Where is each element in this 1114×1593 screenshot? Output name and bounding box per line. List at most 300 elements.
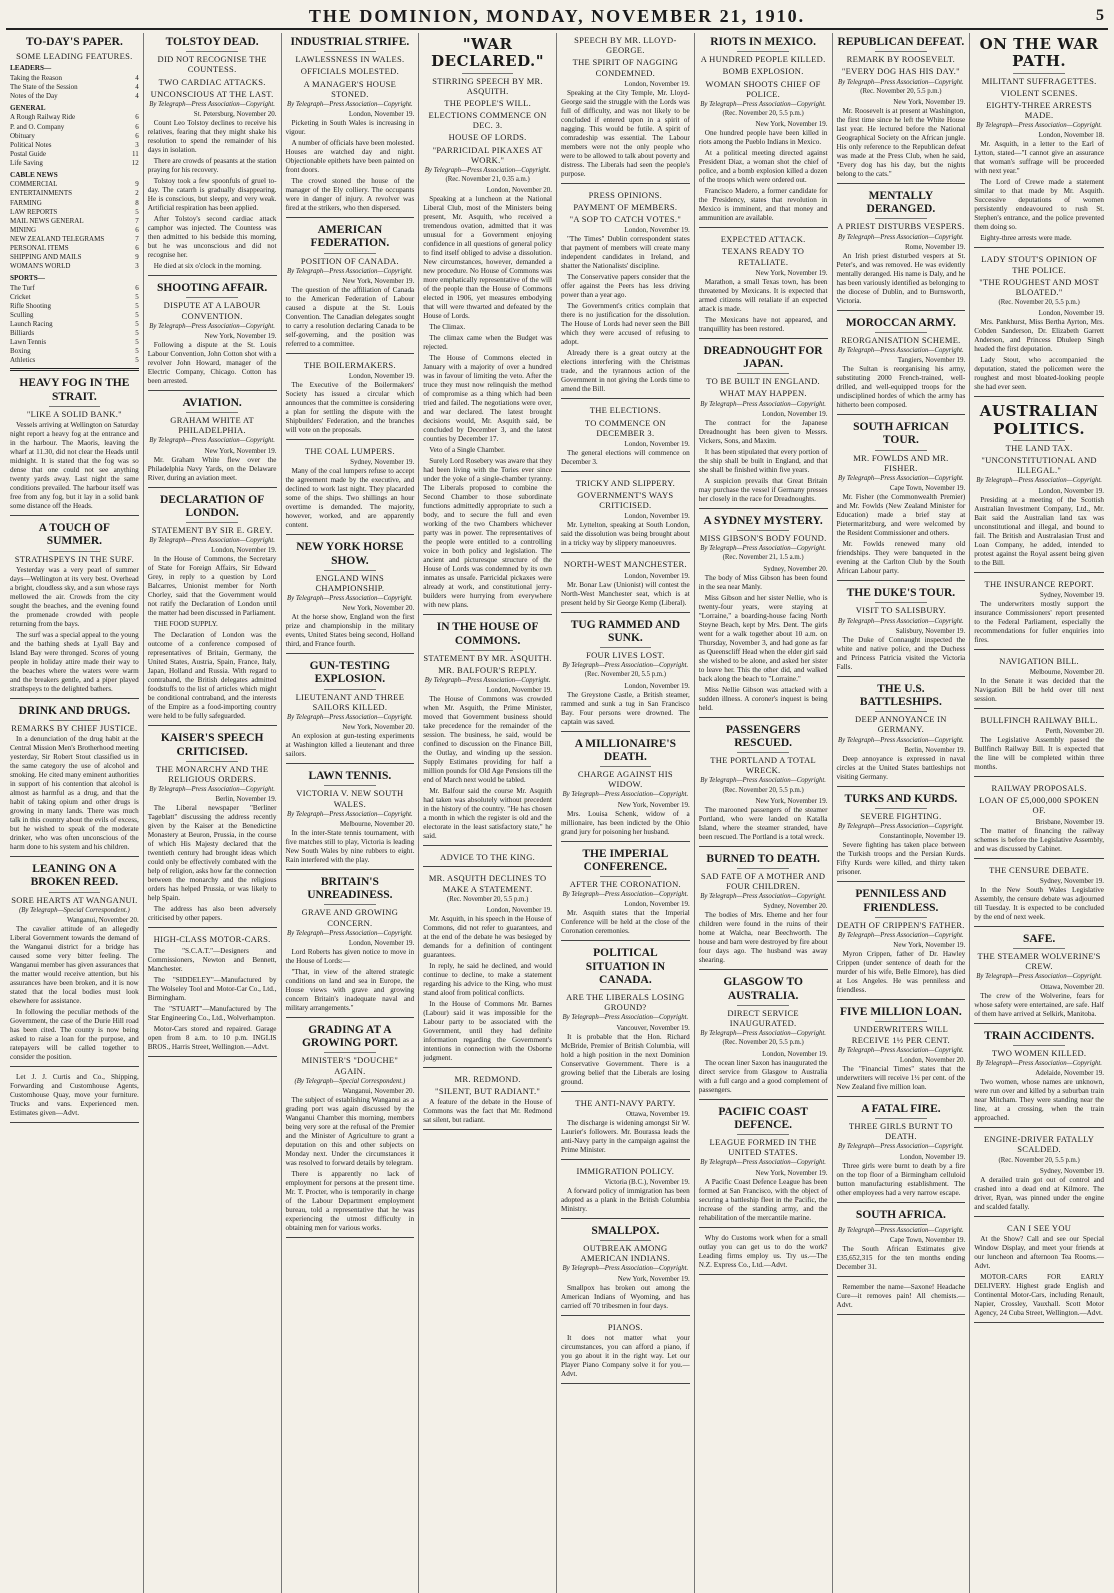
article-subhead: "A SOP TO CATCH VOTES.": [569, 214, 682, 225]
article-received: (Rec. November 20, 5.5 p.m.): [998, 1156, 1080, 1164]
article-dateline: By Telegraph—Press Association—Copyright.: [976, 122, 1102, 130]
article: [974, 656, 1104, 709]
article-headline: AUSTRALIAN POLITICS.: [979, 402, 1099, 438]
article-place-date: Ottawa, November 19.: [625, 1109, 690, 1118]
article-paragraph: Mr. Asquith, in his speech in the House of Commons, did not refer to guarantees, and at the end of the debate he was besieged by demands for a definition of contingent guarantees.: [423, 915, 552, 959]
article-paragraph: Francisco Madero, a former candidate for the Presidency, states that revolution in Mexico is imminent, and that money and ammunition are available.: [698, 187, 828, 223]
article-subhead: THE ELECTIONS.: [589, 405, 661, 416]
contents-item-label: COMMERCIAL: [10, 180, 58, 189]
article-subhead: THE SPIRIT OF NAGGING CONDEMNED.: [572, 57, 679, 78]
article-separator: [561, 471, 690, 472]
headline-rule: [737, 868, 789, 869]
article-paragraph: The surf was a special appeal to the young and the bathing sheds at Lyall Bay and Island Bay were thronged. Scores of young people in holiday attire made their way to the beaches where the waters were warm and the breakers gentle, and a piper played strathspeys to the delighted bathers.: [10, 630, 139, 693]
contents-row: [10, 208, 139, 217]
article-subhead: DEATH OF CRIPPEN'S FATHER.: [837, 919, 965, 930]
article: [974, 783, 1104, 859]
article-place-date: Sydney, November 20.: [763, 902, 828, 911]
article: [561, 559, 690, 612]
article-subhead: VISIT TO SALISBURY.: [855, 605, 947, 616]
article-paragraph: Smallpox has broken out among the American Indians of Wyoming, and has carried off 70 tribesmen in four days.: [561, 1283, 690, 1310]
article-separator: [148, 1056, 277, 1057]
article-subhead: LIEUTENANT AND THREE SAILORS KILLED.: [295, 691, 405, 712]
article-dateline: By Telegraph—Press Association—Copyright.: [976, 973, 1102, 981]
headline-rule: [600, 647, 652, 648]
headline-rule: [186, 297, 238, 298]
headline-rule: [324, 904, 376, 905]
column-2: [144, 33, 282, 1593]
article: [423, 1074, 552, 1130]
article-received: (Rec. November 20, 5.5 p.m.): [584, 671, 667, 679]
article: [148, 282, 277, 391]
headline-rule: [462, 73, 514, 74]
article-dateline: By Telegraph—Press Association—Copyright.: [700, 100, 826, 108]
article-headline: DRINK AND DRUGS.: [18, 704, 131, 717]
contents-row: [10, 302, 139, 311]
article: [699, 853, 828, 971]
article-headline: AVIATION.: [182, 396, 242, 409]
article-subhead: TEXANS READY TO RETALIATE.: [721, 246, 805, 267]
article-headline: RIOTS IN MEXICO.: [710, 36, 816, 48]
article-separator: [974, 858, 1104, 859]
article-subhead: ENGLAND WINS CHAMPIONSHIP.: [315, 572, 385, 593]
contents-item-page: 3: [135, 140, 139, 149]
article-dateline: By Telegraph—Press Association—Copyright.: [700, 545, 826, 553]
article-paragraph: There is apparently no lack of employment for persons at the present time. Mr. T. Procter, who is temporarily in charge of the Labour Department employment bureau, told a representative that he was experiencing the utmost difficulty in obtaining men for various works.: [285, 1169, 415, 1232]
article-subhead: POSITION OF CANADA.: [300, 255, 399, 266]
article-paragraph: In a denunciation of the drug habit at the Central Mission Men's Brotherhood meeting yesterday, Sir Robert Stout classified us in the same category the use of alcohol and smoking. He cited many eminent authorities in support of his contention that alcohol is almost as harmful as a drug, and that the habit of taking opium and other drugs is growing in many lands. There was much talk in this country about the evils of excess, but he wished to speak of the moderate drinker, who was often unconscious of the harm done to his system and his children.: [10, 735, 139, 852]
contents-item-page: 5: [135, 347, 139, 356]
article-paragraph: The Greystone Castle, a British steamer, rammed and sunk a tug in San Francisco Bay. Four persons were drowned. The captain was saved.: [561, 690, 690, 726]
article-subhead: LADY STOUT'S OPINION OF THE POLICE.: [981, 254, 1098, 275]
article-headline: POLITICAL SITUATION IN CANADA.: [585, 947, 666, 986]
article-place-date: Berlin, November 19.: [215, 795, 277, 804]
article-place-date: Sydney, November 20.: [763, 564, 828, 573]
article-paragraph: The Lord of Crewe made a statement similar to that made by Mr. Asquith. Successive deputations of women persistently endeavoured to rush St. Stephen's entrance, and the police prevented them doing so.: [974, 178, 1104, 232]
article-paragraph: "The Times" Dublin correspondent states that payment of members will create many independent candidates in Ireland, and shatter the Nationalists' discipline.: [561, 235, 690, 271]
article-subhead: LAWLESSNESS IN WALES.: [295, 54, 405, 65]
contents-item-label: ENTERTAINMENTS: [10, 189, 73, 198]
article-paragraph: The underwriters mostly support the insurance Commissioners' report presented to the Federal Parliament, especially the recommendations for fuller enquiries into fires.: [974, 599, 1104, 644]
article-paragraph: Presiding at a meeting of the Scottish Australian Investment Company, Ltd., Mr. Bait said the Australian land tax was unconstitutional and illegal, and bound to fail. The British and Australasian Trust and Loan Company, he added, intended to protest against the Royal assent being given to the Bill.: [974, 495, 1104, 567]
article-paragraph: The matter of financing the railway schemes is before the Legislative Assembly, and was discussed by Cabinet.: [974, 826, 1104, 853]
article-subhead: MR. ASQUITH DECLINES TO MAKE A STATEMENT.: [428, 873, 547, 894]
article-separator: [561, 552, 690, 553]
article-paragraph: Mr. Bonar Law (Unionist) will contest the North-West Manchester seat, which is at present held by Sir George Kemp (Liberal).: [561, 580, 690, 607]
article-subhead: MISS GIBSON'S BODY FOUND.: [699, 533, 827, 544]
article-headline: SHOOTING AFFAIR.: [156, 282, 268, 295]
article-headline: NEW YORK HORSE SHOW.: [296, 541, 404, 567]
article-paragraph: Mr. Asquith, in a letter to the Earl of Lytton, stated—"I cannot give an assurance that woman's suffrage will be proceeded with next year.": [974, 140, 1104, 176]
article-place-date: Berlin, November 19.: [904, 745, 966, 754]
article-paragraph: At the Show? Call and see our Special Window Display, and meet your friends at our luncheon and afternoon Tea Rooms.—Advt.: [974, 1234, 1104, 1270]
article-paragraph: The House of Commons elected in January with a majority of over a hundred was in favour of limiting the veto. After the truce they must now relinquish the method of compromise as a thing which had been tried and failed. The negotiations were over, and war declared. The latest brought decisions would, Mr. Asquith said, be concluded by December 3, and the latest counties by December 17.: [423, 354, 552, 444]
article-subhead: THE PORTLAND A TOTAL WRECK.: [710, 754, 817, 776]
headline-rule: [186, 522, 238, 523]
article: [561, 738, 690, 842]
article-separator: [699, 969, 828, 970]
article-subhead: SEVERE FIGHTING.: [860, 810, 942, 821]
article-subhead: THE COAL LUMPERS.: [304, 446, 395, 457]
article: [148, 732, 277, 928]
article-separator: [699, 338, 828, 339]
article-headline: THE DUKE'S TOUR.: [846, 587, 956, 600]
headline-rule: [875, 602, 927, 603]
article-paragraph: Tolstoy took a few spoonfuls of gruel to-day. The catarrh is gradually disappearing. He is conscious, but sleepy, and very weak. Artificial respiration has been applied.: [147, 177, 277, 213]
article-separator: [974, 396, 1104, 397]
article-subhead: "THE ROUGHEST AND MOST BLOATED.": [979, 276, 1099, 297]
article-subhead: TO COMMENCE ON DECEMBER 3.: [584, 417, 666, 438]
article-paragraph: The bodies of Mrs. Eheme and her four children were found in the ruins of their home at Walcha, near Beechworth. The house and barn were destroyed by fire about four days ago. The husband was away shearing.: [698, 911, 828, 965]
article-place-date: London, November 19.: [211, 546, 277, 555]
article-paragraph: A feature of the debate in the House of Commons was the fact that Mr. Redmond sat silent, but radiant.: [423, 1098, 552, 1125]
article-separator: [837, 881, 966, 882]
article-separator: [10, 1122, 139, 1123]
article-paragraph: In reply, he said he declined, and would continue to decline, to make a statement regarding his advice to the King, who must stand aloof from political conflicts.: [423, 962, 552, 997]
article-separator: [837, 676, 966, 677]
article-paragraph: Vessels arriving at Wellington on Saturday night report a heavy fog at the entrance and in the harbour. The Maoris, leaving the wharf at 11.30, did not clear the Heads until midnight. It is stated that the fog was so dense that one could not see anything twenty yards away. Last night the same conditions prevailed. The harbour itself was free from any fog, but it lay in a solid bank some distance off the Heads.: [10, 421, 139, 511]
contents-item-label: Political Notes: [10, 140, 52, 149]
article-paragraph: The discharge is widening amongst Sir W. Laurier's followers. Mr. Bourassa leads the anti-Navy party in the campaign against the Prime Minister.: [561, 1118, 690, 1154]
article-subhead: THE MONARCHY AND THE RELIGIOUS ORDERS.: [155, 763, 269, 785]
article-dateline: By Telegraph—Press Association—Copyright.: [562, 791, 689, 799]
article-headline: LEANING ON A BROKEN REED.: [30, 863, 119, 889]
article-separator: [699, 717, 828, 718]
article-dateline: By Telegraph—Press Association—Copyright.: [838, 736, 964, 744]
article-paragraph: Surely Lord Rosebery was aware that they had been living with the Tories ever since under the yoke of a single-chamber tyranny. The Liberals proposed to combine the Second Chamber to those subordinate functions admittedly appropriate to such a body, and to secure the full and even working of the two Chambers whichever party was in power. The representatives of the people were entitled to a controlling voice in both policy and legislation. The ancient and picturesque structure of the House of Lords was condemned by its own inmates as unsafe. Parricidal pickaxes were already at work, and constitutional jerry-builders were hurrying from everywhere with new plans.: [423, 457, 552, 610]
article: [561, 848, 690, 942]
article-dateline: By Telegraph—Press Association—Copyright.: [562, 662, 689, 670]
contents-item-page: 9: [135, 180, 139, 189]
headline-rule: [324, 570, 376, 571]
article-dateline: (By Telegraph—Special Correspondent.): [19, 906, 130, 914]
article-subhead: A PRIEST DISTURBS VESPERS.: [837, 221, 965, 232]
article: [699, 976, 828, 1099]
article: [699, 36, 828, 228]
article-dateline: By Telegraph—Press Association—Copyright.: [149, 100, 275, 108]
article-paragraph: It has been stipulated that every portion of the ship shall be built in England, and that she shall be finished within five years.: [698, 447, 828, 474]
headline-rule: [186, 412, 238, 413]
contents-item-page: 12: [131, 158, 139, 167]
article-separator: [561, 1383, 690, 1384]
article-separator: [423, 1067, 552, 1068]
article-place-date: London, November 19.: [624, 681, 690, 690]
article-subhead: DEEP ANNOYANCE IN GERMANY.: [855, 714, 947, 735]
article-separator: [148, 275, 277, 276]
article-subhead: CHARGE AGAINST HIS WIDOW.: [577, 769, 673, 790]
article-paragraph: The Conservative papers consider that the offer against the Peers has less driving power than a year ago.: [561, 273, 690, 300]
article-paragraph: In following the peculiar methods of the Government, the case of the Durie Hill road has been cited. The county is now being asked to raise a loan for the purpose, and ratepayers will be called together to consider the position.: [10, 1007, 139, 1061]
contents-item-label: SHIPPING AND MAILS: [10, 253, 82, 262]
article: [699, 1106, 828, 1228]
article-place-date: Brisbane, November 19.: [1035, 817, 1104, 826]
article-subhead: ARE THE LIBERALS LOSING GROUND?: [566, 991, 685, 1013]
contents-item-label: MAIL NEWS GENERAL: [10, 216, 84, 225]
article-headline: A TOUCH OF SUMMER.: [38, 522, 110, 548]
article-separator: [286, 439, 415, 440]
masthead-title: THE DOMINION, MONDAY, NOVEMBER 21, 1910.: [308, 5, 806, 26]
article-paragraph: In the House of Commons, the Secretary of State for Foreign Affairs, Sir Edward Grey, in reply to a question by Lord Balcarres, Unionist member for North Chorley, said that the Government would not ratify the Declaration of London until the matter had been discussed in Parliament.: [147, 555, 277, 618]
article-received: (Rec. November 20, 5.5 p.m.): [860, 87, 942, 95]
article-subhead: LOAN OF £5,000,000 SPOKEN OF.: [979, 795, 1099, 816]
article-paragraph: Eighty-three arrests were made.: [980, 234, 1072, 243]
contents-item-page: 6: [135, 131, 139, 140]
contents-row: [10, 244, 139, 253]
article-place-date: London, November 19.: [624, 512, 690, 521]
article-separator: [837, 310, 966, 311]
article-subhead: LEAGUE FORMED IN THE UNITED STATES.: [709, 1136, 817, 1158]
article-place-date: Salisbury, November 19.: [895, 626, 966, 635]
article-place-date: Wanganui, November 20.: [342, 1086, 415, 1095]
article-received: (Rec. November 21, 1.5 a.m.): [722, 554, 804, 562]
article-subhead: WHAT MAY HAPPEN.: [719, 388, 807, 399]
article-place-date: Melbourne, November 20.: [1029, 667, 1104, 676]
article-dateline: By Telegraph—Press Association—Copyright.: [149, 786, 275, 794]
article-place-date: London, November 19.: [624, 900, 690, 909]
article: [148, 36, 277, 276]
article-subhead: BULLFINCH RAILWAY BILL.: [980, 714, 1098, 725]
article-headline: SMALLPOX.: [591, 1224, 660, 1237]
article-subhead: "SILENT, BUT RADIANT.": [435, 1086, 541, 1097]
article-place-date: Vancouver, November 19.: [616, 1023, 690, 1032]
article-paragraph: After Tolstoy's second cardiac attack camphor was injected. The Countess was then admitted to his bedside this morning, but he was unconscious and did not recognise her.: [147, 215, 277, 260]
contents-item-label: Athletics: [10, 356, 36, 365]
article-paragraph: Myron Crippen, father of Dr. Hawley Crippen (under sentence of death for the murder of his wife, Belle Elmore), has died at Los Angeles. He was penniless and friendless.: [836, 950, 966, 995]
article-place-date: New York, November 19.: [755, 120, 828, 129]
contents-item-page: 5: [135, 356, 139, 365]
article-dateline: By Telegraph—Press Association—Copyright.: [976, 1060, 1102, 1067]
article-subhead: DISPUTE AT A LABOUR CONVENTION.: [163, 300, 261, 321]
article-subhead: MILITANT SUFFRAGETTES.: [981, 75, 1097, 86]
headline-rule: [324, 689, 376, 690]
article-subhead: GRAVE AND GROWING CONCERN.: [301, 907, 399, 928]
contents-item-label: PERSONAL ITEMS: [10, 243, 69, 252]
column-5: [557, 33, 695, 1593]
article: [10, 705, 139, 857]
article-separator: [423, 866, 552, 867]
article: [837, 36, 966, 184]
contents-item-page: 5: [135, 301, 139, 310]
article-subhead: DIRECT SERVICE INAUGURATED.: [727, 1007, 799, 1029]
article-separator: [10, 515, 139, 516]
article: [837, 1283, 966, 1315]
contents-row: [10, 92, 139, 101]
article-separator: [974, 1322, 1104, 1323]
article-paragraph: MOTOR-CARS FOR EARLY DELIVERY. Highest grade English and Continental Motor-Cars, including Renault, Napier, Crossley, Vauxhall. Scott Motor Agency, 24 Cuba Street, Wellington.—Advt.: [974, 1272, 1104, 1317]
article-place-date: Wanganui, November 20.: [67, 915, 139, 924]
article: [974, 1223, 1104, 1323]
article-subhead: VICTORIA V. NEW SOUTH WALES.: [296, 788, 404, 809]
article-paragraph: There are crowds of peasants at the station praying for his recovery.: [147, 157, 277, 175]
article-paragraph: Motor-Cars stored and repaired. Garage open from 8 a.m. to 10 p.m. INGLIS BROS., Harris Street, Wellington.—Advt.: [147, 1024, 277, 1051]
article-place-date: Sydney, November 19.: [1039, 1166, 1104, 1175]
headline-rule: [737, 752, 789, 753]
article: [974, 36, 1104, 248]
contents-row: [10, 123, 139, 132]
article-dateline: By Telegraph—Press Association—Copyright.: [838, 931, 964, 939]
headline-rule: [875, 332, 927, 333]
contents-item-page: 8: [135, 198, 139, 207]
article-headline: A FATAL FIRE.: [861, 1102, 941, 1115]
article-paragraph: The cavalier attitude of an allegedly Liberal Government towards the demand of the Wanganui district for a bridge has caused some very bitter feeling. The Wanganui member has given assurances that the matter would receive attention, but his assurances have been broken, and it is now stated that the local bodies must look elsewhere for assistance.: [10, 924, 139, 1005]
article-paragraph: In the inter-State tennis tournament, with five matches still to play, Victoria is leading New South Wales by nine rubbers to eight. Rain interfered with the play.: [285, 828, 415, 864]
headline-rule: [1013, 73, 1065, 74]
article-subhead: RAILWAY PROPOSALS.: [991, 783, 1087, 794]
article-subhead: SAD FATE OF A MOTHER AND FOUR CHILDREN.: [700, 870, 826, 892]
column-7: [833, 33, 971, 1593]
article-separator: [10, 856, 139, 857]
article-subhead: STATEMENT BY MR. ASQUITH.: [423, 652, 552, 663]
article-separator: [148, 390, 277, 391]
article: [561, 35, 690, 184]
article-headline: FIVE MILLION LOAN.: [840, 1006, 962, 1019]
article-subhead: ENGINE-DRIVER FATALLY SCALDED.: [984, 1134, 1095, 1155]
contents-item-label: Life Saving: [10, 158, 43, 167]
article-headline: SAFE.: [1022, 932, 1056, 945]
article-separator: [286, 1237, 415, 1238]
article-paragraph: The South African Estimates give £35,652,315 for the ten months ending December 31.: [836, 1244, 966, 1271]
article: [974, 1134, 1104, 1217]
headline-rule: [186, 761, 238, 762]
article-paragraph: The Legislative Assembly passed the Bullfinch Railway Bill. It is expected that the line will be completed within three months.: [974, 736, 1104, 772]
article-separator: [286, 653, 415, 654]
article-separator: [561, 1159, 690, 1160]
article-place-date: New York, November 19.: [755, 268, 828, 277]
headline-rule: [1013, 948, 1065, 949]
article: [699, 724, 828, 847]
article-received: (Rec. November 20, 5.5 p.m.): [722, 786, 804, 794]
article-subhead: GOVERNMENT'S WAYS CRITICISED.: [577, 490, 674, 511]
article-paragraph: Mr. Balfour said the course Mr. Asquith had taken was absolutely without precedent in the history of the country. "He has chosen a month in which the register is old and the electorate in the least satisfactory state," he said.: [423, 787, 552, 841]
article-place-date: New York, November 19.: [755, 796, 828, 805]
article-subhead: REMARK BY ROOSEVELT.: [846, 54, 956, 65]
contents-row: [10, 320, 139, 329]
contents-item-page: 2: [135, 189, 139, 198]
article-subhead: "PARRICIDAL PIKAXES AT WORK.": [432, 144, 543, 165]
article-paragraph: One hundred people have been killed in riots among the Pueblo Indians in Mexico.: [698, 129, 828, 147]
article-paragraph: Already there is a great outcry at the elections interfering with the Christmas trade, and the tyrannous action of the Government in not giving the Lords time to amend the Bill.: [561, 349, 690, 394]
article-paragraph: Lord Roberts has given notice to move in the House of Lords:—: [285, 947, 415, 965]
article-separator: [837, 1202, 966, 1203]
article-headline: ON THE WAR PATH.: [979, 35, 1099, 71]
headline-rule: [186, 51, 238, 52]
article-place-date: Constantinople, November 19.: [879, 832, 966, 841]
article-subhead: IMMIGRATION POLICY.: [576, 1165, 675, 1176]
contents-item-page: 4: [135, 82, 139, 91]
article-paragraph: Mrs. Louisa Schenk, widow of a millionaire, has been indicted by the Ohio grand jury for poisoning her husband.: [561, 809, 690, 836]
article: [561, 619, 690, 732]
article-subhead: A HUNDRED PEOPLE KILLED.: [700, 54, 826, 65]
article-paragraph: THE FOOD SUPPLY.: [153, 620, 218, 629]
article-place-date: St. Petersburg, November 20.: [193, 110, 277, 119]
contents-row: [10, 83, 139, 92]
article-subhead: THE LAND TAX.: [1005, 442, 1073, 453]
article-separator: [561, 940, 690, 941]
column-1: [6, 33, 144, 1593]
article-separator: [837, 580, 966, 581]
contents-row: [10, 226, 139, 235]
contents-item-label: Rifle Shooting: [10, 301, 52, 310]
article-paragraph: "That, in view of the altered strategic conditions on land and sea in Europe, the House views with grave and growing concern Britain's inadequate naval and military arrangements.": [285, 967, 415, 1012]
headline-rule: [875, 711, 927, 712]
article: [837, 587, 966, 677]
article-received: (Rec. November 20, 5.5 p.m.): [722, 1039, 804, 1047]
contents-item-label: A Rough Railway Ride: [10, 113, 76, 122]
article-dateline: By Telegraph—Press Association—Copyright.: [287, 267, 413, 275]
article-separator: [974, 708, 1104, 709]
contents-section-name: SPORTS—: [10, 274, 45, 283]
article-dateline: By Telegraph—Press Association—Copyright.: [838, 823, 964, 831]
article-headline: THE U.S. BATTLESHIPS.: [859, 682, 942, 708]
article-headline: GLASGOW TO AUSTRALIA.: [723, 976, 803, 1002]
article: [148, 397, 277, 488]
article: [699, 1234, 828, 1275]
article-place-date: Cape Town, November 19.: [889, 1235, 966, 1244]
article-paragraph: Mr. Asquith states that the Imperial Conference will be held at the close of the Coronation ceremonies.: [561, 909, 690, 936]
contents-item-label: Launch Racing: [10, 320, 53, 328]
article-separator: [699, 846, 828, 847]
contents-item-page: 5: [135, 292, 139, 301]
article: [974, 865, 1104, 927]
article-subhead: DID NOT RECOGNISE THE COUNTESS.: [157, 54, 267, 75]
article-paragraph: The House of Commons was crowded when Mr. Asquith, the Prime Minister, moved that Government business should take precedence for the remainder of the session. The business, he said, would be confined to discussion on the Finance Bill, the Outlay, and winding up the session. Supply Estimates providing for half a million pounds for Old Age Pensions till the end of March next would be tabled.: [423, 695, 552, 785]
article-paragraph: The body of Miss Gibson has been found in the sea near Manly.: [698, 573, 828, 591]
article-received: (Rec. November 20, 5.5 p.m.): [998, 299, 1080, 307]
article-headline: GRADING AT A GROWING PORT.: [301, 1023, 398, 1050]
article-paragraph: The general elections will commence on December 3.: [561, 448, 690, 466]
article-received: (Rec. November 21, 0.35 a.m.): [445, 176, 530, 184]
article-separator: [423, 845, 552, 846]
article-dateline: By Telegraph—Press Association—Copyright.: [562, 891, 689, 899]
article-place-date: London, November 19.: [624, 79, 690, 88]
article-separator: [148, 487, 277, 488]
article-dateline: By Telegraph—Press Association—Copyright.: [149, 322, 275, 330]
article-place-date: New York, November 19.: [617, 1274, 690, 1283]
article-paragraph: Speaking at a luncheon at the National Liberal Club, most of the Ministers being present, Mr. Asquith, who received a tremendous ovation, admitted that it was unusual for a Government enjoying confidence in all questions of general policy to find itself obliged to advise a dissolution. New circumstances, however, demanded a new procedure. No House of Commons was more emphatically representative of the will of the people than the House of Commons elected in 1906, yet measures embodying that will were thwarted and defeated by the House of Lords.: [423, 195, 552, 321]
article-subhead: "UNCONSTITUTIONAL AND ILLEGAL.": [981, 455, 1097, 476]
article-paragraph: Two women, whose names are unknown, were run over and killed by a suburban train near Mitcham. They were standing near the line, at a crossing, when the train approached.: [974, 1078, 1104, 1123]
article-separator: [699, 227, 828, 228]
contents-row: [10, 189, 139, 198]
contents-item-label: WOMAN'S WORLD: [10, 262, 71, 271]
article-paragraph: Mr. Graham White flew over the Philadelphia Navy Yards, on the Delaware River, during an aviation meet.: [147, 455, 277, 482]
headline-rule: [49, 892, 101, 893]
article-paragraph: Mr. Fowlds renewed many old friendships. They were banqueted in the evening at the Carlton Club by the South African Labour party.: [836, 540, 966, 576]
article-headline: PENNILESS AND FRIENDLESS.: [855, 888, 947, 914]
headline-rule: [875, 808, 927, 809]
article-place-date: New York, November 19.: [204, 331, 277, 340]
article: [423, 852, 552, 867]
contents-item-label: Lawn Tennis: [10, 338, 47, 347]
article: [561, 1098, 690, 1160]
article: [837, 1103, 966, 1203]
article-place-date: London, November 19.: [348, 372, 415, 381]
article-dateline: By Telegraph—Press Association—Copyright.: [838, 78, 964, 86]
contents-row: [10, 180, 139, 189]
headline-rule: [875, 218, 927, 219]
article-dateline: By Telegraph—Press Association—Copyright.: [700, 1030, 826, 1038]
contents-row: [10, 74, 139, 83]
article-separator: [561, 731, 690, 732]
article: [10, 863, 139, 1067]
contents-item-page: 7: [135, 234, 139, 243]
article-place-date: London, November 19.: [1038, 309, 1104, 318]
article-separator: [286, 217, 415, 218]
article: [974, 1030, 1104, 1129]
article-separator: [837, 786, 966, 787]
article-subhead: MR. REDMOND.: [454, 1074, 521, 1084]
article-subhead: TRICKY AND SLIPPERY.: [575, 477, 676, 488]
article: [974, 254, 1104, 397]
